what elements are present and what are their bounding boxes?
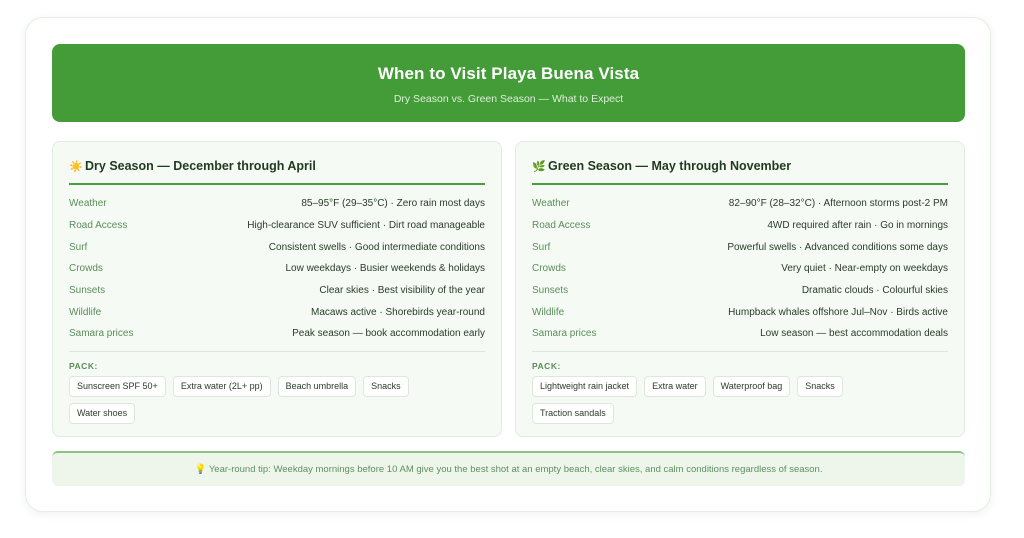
pack-chip: Extra water xyxy=(644,376,706,397)
page-header xyxy=(52,44,965,122)
row-value: Peak season — book accommodation early xyxy=(292,328,485,340)
dry-season-card xyxy=(52,141,502,437)
green-row-weather xyxy=(532,193,948,215)
row-value: Humpback whales offshore Jul–Nov · Birds active xyxy=(728,306,948,318)
dry-row-surf xyxy=(69,236,485,258)
row-label: Weather xyxy=(69,198,107,210)
pack-chip: Sunscreen SPF 50+ xyxy=(69,376,166,397)
row-label: Samara prices xyxy=(69,328,134,340)
dry-row-weather xyxy=(69,193,485,215)
green-row-wildlife xyxy=(532,301,948,323)
row-value: Clear skies · Best visibility of the year xyxy=(319,285,485,297)
divider xyxy=(69,351,485,352)
green-season-card xyxy=(515,141,965,437)
row-value: Low season — best accommodation deals xyxy=(760,328,948,340)
pack-chip: Snacks xyxy=(797,376,843,397)
dry-pack-label: PACK: xyxy=(69,361,98,371)
dry-season-title-text: Dry Season — December through April xyxy=(85,159,316,173)
green-row-road-access xyxy=(532,215,948,237)
divider xyxy=(532,351,948,352)
row-label: Wildlife xyxy=(532,306,565,318)
green-season-title-text: Green Season — May through November xyxy=(548,159,792,173)
green-row-crowds xyxy=(532,258,948,280)
row-label: Weather xyxy=(532,198,570,210)
row-value: 4WD required after rain · Go in mornings xyxy=(767,220,948,232)
green-row-sunsets xyxy=(532,280,948,302)
pack-chip: Waterproof bag xyxy=(713,376,791,397)
green-pack-label: PACK: xyxy=(532,361,561,371)
lightbulb-icon: 💡 xyxy=(194,464,207,475)
dry-row-samara-prices xyxy=(69,323,485,345)
row-value: High-clearance SUV sufficient · Dirt road manageable xyxy=(247,220,485,232)
row-label: Surf xyxy=(69,241,88,253)
dry-pack-list xyxy=(69,376,431,424)
row-value: Low weekdays · Busier weekends & holidays xyxy=(285,263,485,275)
dry-row-wildlife xyxy=(69,301,485,323)
herb-icon: 🌿 xyxy=(532,161,546,173)
row-label: Sunsets xyxy=(69,285,106,297)
page-title: When to Visit Playa Buena Vista xyxy=(377,64,640,83)
dry-row-road-access xyxy=(69,215,485,237)
dry-season-title xyxy=(69,159,485,185)
dry-row-crowds xyxy=(69,258,485,280)
green-season-rows xyxy=(532,193,948,345)
year-round-tip xyxy=(52,451,965,486)
row-value: Macaws active · Shorebirds year-round xyxy=(311,306,485,318)
pack-chip: Snacks xyxy=(363,376,409,397)
green-season-title xyxy=(532,159,948,185)
row-label: Road Access xyxy=(69,220,128,232)
row-value: Very quiet · Near-empty on weekdays xyxy=(781,263,948,275)
pack-chip: Extra water (2L+ pp) xyxy=(173,376,271,397)
page-subtitle: Dry Season vs. Green Season — What to Expect xyxy=(393,93,624,105)
row-label: Crowds xyxy=(69,263,103,275)
pack-chip: Beach umbrella xyxy=(278,376,357,397)
row-value: Consistent swells · Good intermediate conditions xyxy=(268,241,485,253)
row-label: Surf xyxy=(532,241,551,253)
row-value: Powerful swells · Advanced conditions some days xyxy=(727,241,948,253)
row-value: 85–95°F (29–35°C) · Zero rain most days xyxy=(301,198,485,210)
dry-row-sunsets xyxy=(69,280,485,302)
dry-season-rows xyxy=(69,193,485,345)
green-row-surf xyxy=(532,236,948,258)
green-pack-list xyxy=(532,376,894,424)
green-row-samara-prices xyxy=(532,323,948,345)
pack-chip: Water shoes xyxy=(69,403,135,424)
row-label: Sunsets xyxy=(532,285,569,297)
row-value: Dramatic clouds · Colourful skies xyxy=(801,285,948,297)
page-card xyxy=(25,17,991,512)
pack-chip: Lightweight rain jacket xyxy=(532,376,637,397)
row-label: Samara prices xyxy=(532,328,597,340)
row-value: 82–90°F (28–32°C) · Afternoon storms post-2 PM xyxy=(728,198,948,210)
row-label: Wildlife xyxy=(69,306,102,318)
row-label: Road Access xyxy=(532,220,591,232)
tip-text: Year-round tip: Weekday mornings before 10 AM give you the best shot at an empty beach, clear skies, and calm conditions regardless of season. xyxy=(208,464,823,475)
sun-icon: ☀️ xyxy=(69,161,83,173)
row-label: Crowds xyxy=(532,263,566,275)
pack-chip: Traction sandals xyxy=(532,403,614,424)
